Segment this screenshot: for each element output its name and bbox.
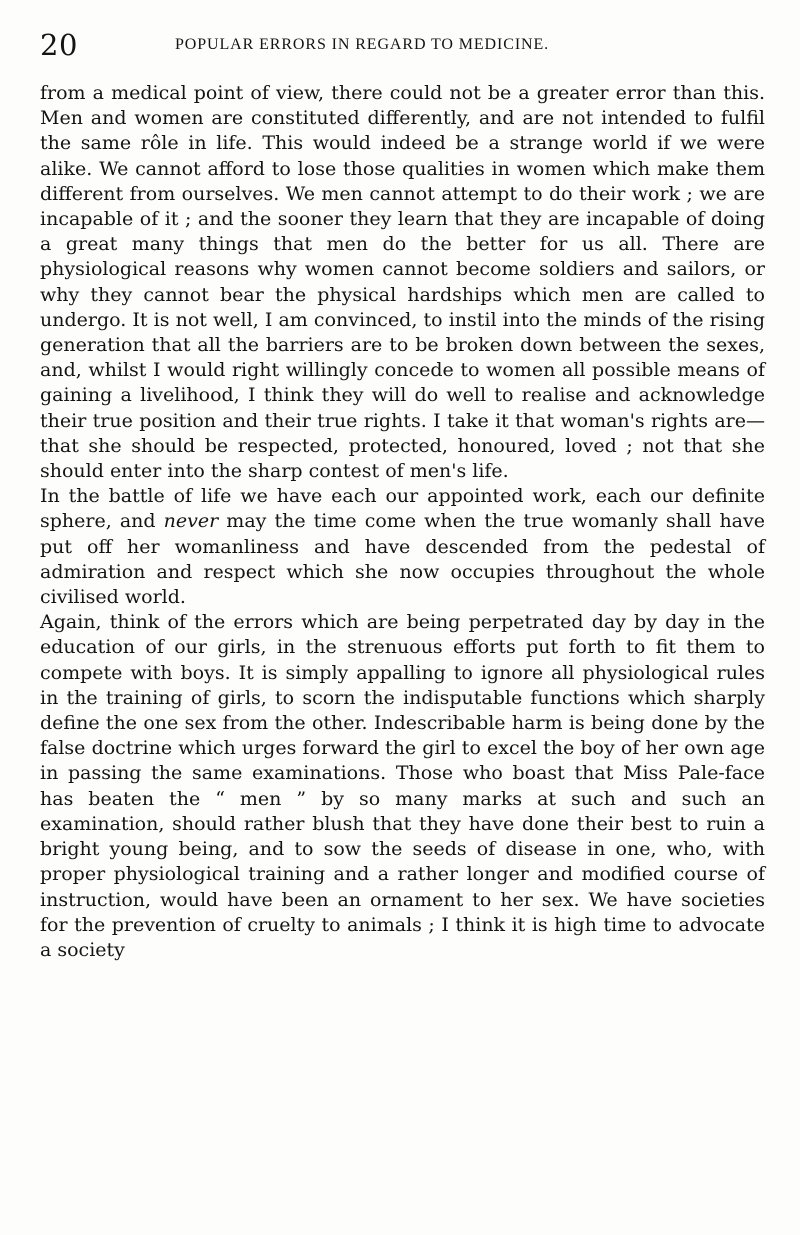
paragraph-text-after-emphasis: may the time come when the true womanly shall have put off her womanliness and have descended from the pedestal of admiration and respect which she now occupies throughout the whole civilised world. xyxy=(40,510,765,609)
body-text xyxy=(40,81,765,963)
running-head xyxy=(0,30,800,60)
paragraph-education-errors: Again, think of the errors which are being perpetrated day by day in the education of our girls, in the strenuous efforts put forth to fit them to compete with boys. It is simply appalling to ignore all physiological rules in the training of girls, to scorn the indisputable functions which sharply define the one sex from the other. Indescribable harm is being done by the false doctrine which urges forward the girl to excel the boy of her own age in passing the same examinations. Those who boast that Miss Pale-face has beaten the “ men ” by so many marks at such and such an examination, should rather blush that they have done their best to ruin a bright young being, and to sow the seeds of disease in one, who, with proper physiological training and a rather longer and modified course of instruction, would have been an ornament to her sex. We have societies for the prevention of cruelty to animals ; I think it is high time to advocate a society xyxy=(40,611,765,961)
page-number: 20 xyxy=(40,28,78,62)
paragraph-continuation: from a medical point of view, there could not be a greater error than this. Men and women are constituted differently, and are not intended to fulfil the same rôle in life. This would indeed be a strange world if we were alike. We cannot afford to lose those qualities in women which make them different from ourselves. We men cannot attempt to do their work ; we are incapable of it ; and the sooner they learn that they are incapable of doing a great many things that men do the better for us all. There are physiological reasons why women cannot become soldiers and sailors, or why they cannot bear the physical hardships which men are called to undergo. It is not well, I am convinced, to instil into the minds of the rising generation that all the barriers are to be broken down between the sexes, and, whilst I would right willingly concede to women all possible means of gaining a livelihood, I think they will do well to realise and acknowledge their true position and their true rights. I take it that woman's rights are—that she should be respected, protected, honoured, loved ; not that she should enter into the sharp contest of men's life. xyxy=(40,82,765,483)
paragraph-battle-of-life xyxy=(40,484,765,610)
paragraph-text-before-emphasis: In the battle of life we have each our appointed work, each our definite sphere, and xyxy=(40,485,765,533)
emphasized-word: never xyxy=(163,510,219,533)
running-title: POPULAR ERRORS IN REGARD TO MEDICINE. xyxy=(175,36,550,53)
